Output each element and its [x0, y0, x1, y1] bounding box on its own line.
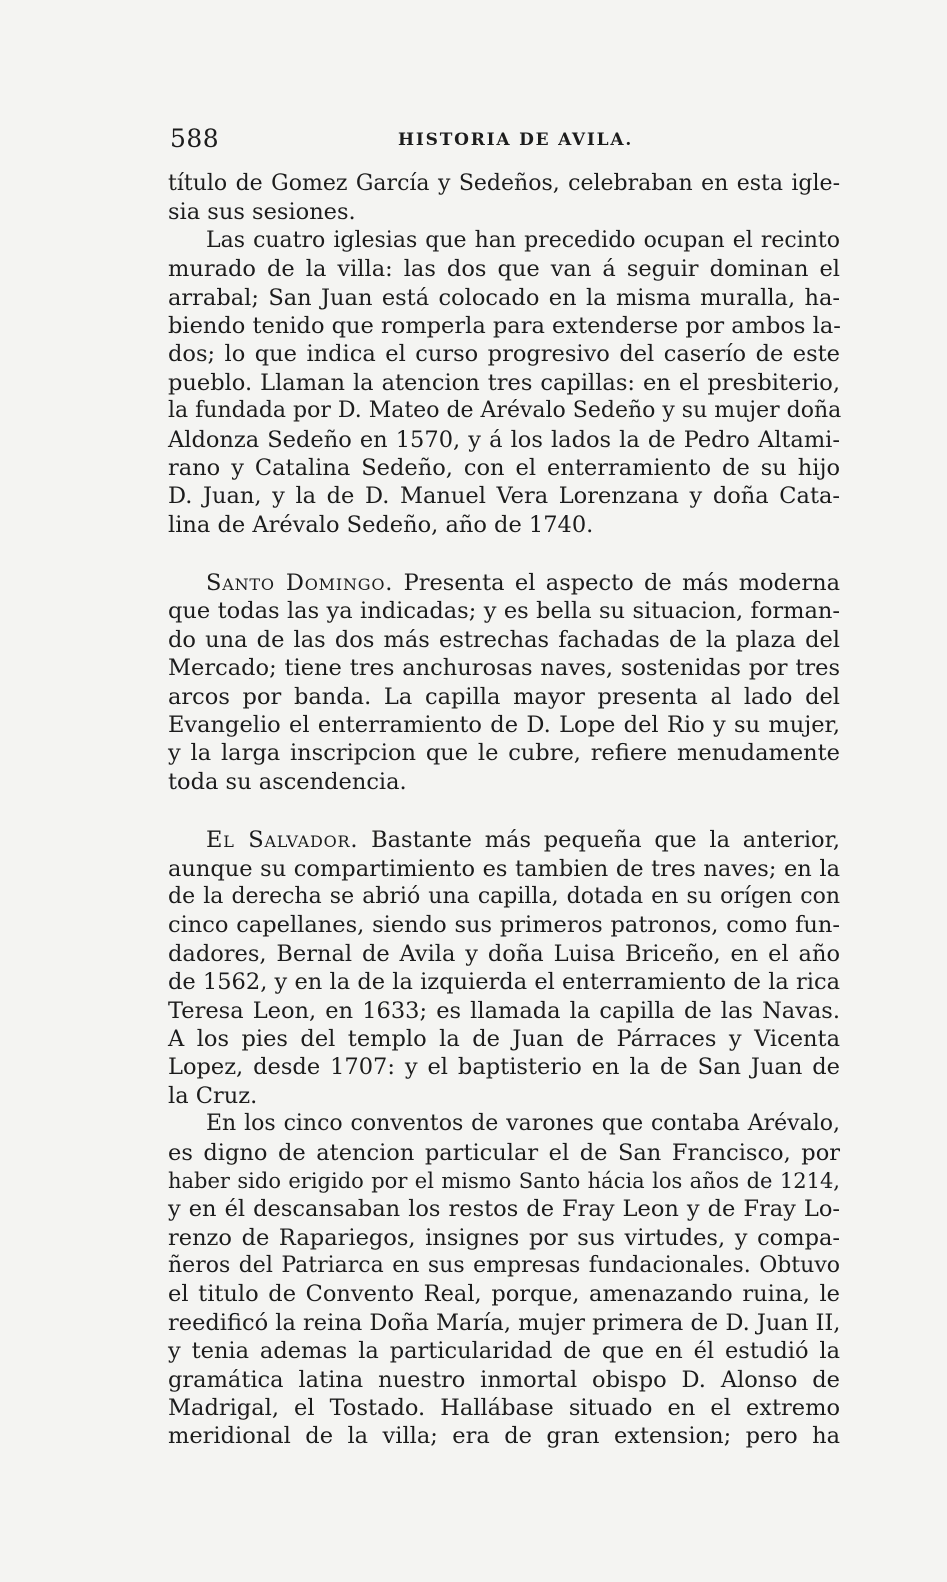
- text-line: [168, 826, 840, 854]
- text-line: [168, 569, 840, 597]
- text-line: de 1562, y en la de la izquierda el enterramiento de la rica: [168, 969, 840, 996]
- text-line: arrabal; San Juan está colocado en la misma muralla, ha-: [168, 284, 840, 311]
- text-line: cinco capellanes, siendo sus primeros patronos, como fun-: [168, 912, 840, 939]
- text-line: reedificó la reina Doña María, mujer primera de D. Juan II,: [168, 1309, 841, 1336]
- text-line: Teresa Leon, en 1633; es llamada la capilla de las Navas.: [168, 997, 840, 1024]
- text-line: la fundada por D. Mateo de Arévalo Sedeño y su mujer doña: [168, 398, 842, 424]
- text-line: y tenia ademas la particularidad de que en él estudió la: [168, 1338, 840, 1365]
- section-heading: El Salvador.: [206, 827, 359, 854]
- text-line: haber sido erigido por el mismo Santo hácia los años de 1214,: [168, 1168, 840, 1193]
- text-line: arcos por banda. La capilla mayor presenta al lado del: [168, 683, 840, 710]
- paragraph-gap: [168, 539, 840, 569]
- text-line: A los pies del templo la de Juan de Párraces y Vicenta: [168, 1025, 840, 1052]
- text-line: dadores, Bernal de Avila y doña Luisa Briceño, en el año: [168, 940, 840, 967]
- paragraph-2: [168, 227, 840, 539]
- text-line: Evangelio el enterramiento de D. Lope del Rio y su mujer,: [168, 712, 840, 739]
- text-line: que todas las ya indicadas; y es bella su situacion, forman-: [168, 598, 840, 625]
- text-line: y la larga inscripcion que le cubre, refiere menudamente: [168, 740, 840, 767]
- running-title: HISTORIA DE AVILA.: [398, 130, 634, 150]
- page-body: [168, 170, 840, 1451]
- text-line: ñeros del Patriarca en sus empresas fundacionales. Obtuvo: [168, 1253, 840, 1279]
- text-line: renzo de Rapariegos, insignes por sus virtudes, y compa-: [168, 1224, 840, 1251]
- page-header: [170, 124, 840, 158]
- text-line: rano y Catalina Sedeño, con el enterramiento de su hijo: [168, 454, 840, 481]
- text-line: toda su ascendencia.: [168, 768, 407, 795]
- text-line: meridional de la villa; era de gran extension; pero ha: [168, 1423, 840, 1450]
- text-line: En los cinco conventos de varones que contaba Arévalo,: [206, 1111, 840, 1137]
- text-line: Mercado; tiene tres anchurosas naves, sostenidas por tres: [168, 655, 840, 682]
- text-line: sia sus sesiones.: [168, 199, 356, 226]
- text-run: Presenta el aspecto de más moderna: [393, 570, 840, 597]
- text-line: y en él descansaban los restos de Fray Leon y de Fray Lo-: [168, 1196, 840, 1223]
- text-line: el titulo de Convento Real, porque, amenazando ruina, le: [168, 1281, 840, 1308]
- text-line: aunque su compartimiento es tambien de tres naves; en la: [168, 855, 840, 882]
- text-line: biendo tenido que romperla para extenderse por ambos la-: [168, 312, 841, 339]
- text-line: lina de Arévalo Sedeño, año de 1740.: [168, 511, 594, 538]
- paragraph-santo-domingo: [168, 569, 840, 796]
- text-line: Madrigal, el Tostado. Hallábase situado en el extremo: [168, 1395, 840, 1422]
- text-run: Bastante más pequeña que la anterior,: [358, 827, 841, 854]
- text-line: murado de la villa: las dos que van á seguir dominan el: [168, 256, 840, 283]
- text-line: pueblo. Llaman la atencion tres capillas: en el presbiterio,: [168, 369, 840, 396]
- text-line: título de Gomez García y Sedeños, celebraban en esta igle-: [168, 171, 840, 196]
- text-line: D. Juan, y la de D. Manuel Vera Lorenzana y doña Cata-: [168, 483, 840, 510]
- text-line: do una de las dos más estrechas fachadas de la plaza del: [168, 626, 840, 653]
- paragraph-el-salvador: [168, 826, 840, 1110]
- text-line: dos; lo que indica el curso progresivo del caserío de este: [168, 341, 840, 368]
- text-line: Las cuatro iglesias que han precedido ocupan el recinto: [206, 227, 840, 253]
- text-line: es digno de atencion particular el de San Francisco, por: [168, 1139, 840, 1166]
- text-line: la Cruz.: [168, 1082, 258, 1109]
- text-line: Lopez, desde 1707: y el baptisterio en la de San Juan de: [168, 1054, 840, 1081]
- paragraph-gap: [168, 796, 840, 826]
- text-line: Aldonza Sedeño en 1570, y á los lados la de Pedro Altami-: [168, 426, 840, 453]
- text-line: de la derecha se abrió una capilla, dotada en su orígen con: [168, 883, 840, 909]
- section-heading: Santo Domingo.: [206, 570, 394, 597]
- text-line: gramática latina nuestro inmortal obispo D. Alonso de: [168, 1366, 840, 1393]
- paragraph-5: [168, 1110, 840, 1451]
- page-number: 588: [170, 124, 220, 153]
- paragraph-1: [168, 170, 840, 227]
